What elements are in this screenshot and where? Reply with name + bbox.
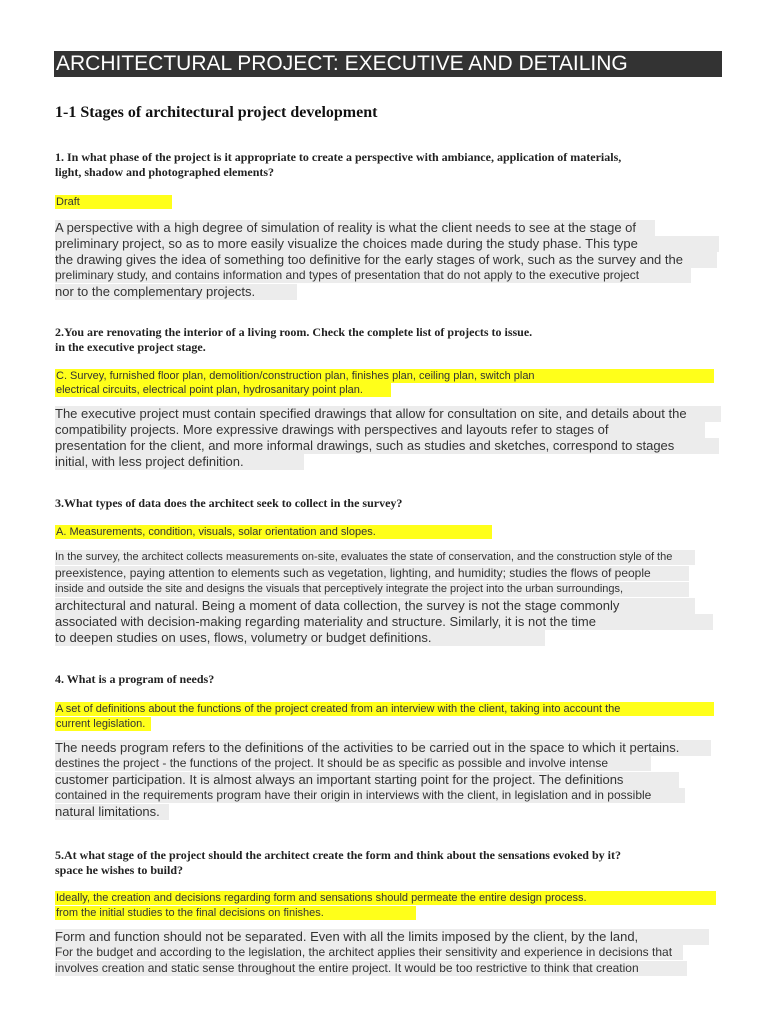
explanation-line: destines the project - the functions of the project. It should be as specific as possible and involve intense xyxy=(55,756,651,771)
question-line: 3.What types of data does the architect seek to collect in the survey? xyxy=(55,496,403,510)
answer-highlight: A. Measurements, condition, visuals, solar orientation and slopes. xyxy=(55,525,492,539)
explanation-line: preliminary project, so as to more easily visualize the choices made during the study phase. This type xyxy=(55,236,719,252)
document-title: ARCHITECTURAL PROJECT: EXECUTIVE AND DETAILING xyxy=(54,51,722,77)
explanation-line: In the survey, the architect collects measurements on-site, evaluates the state of conservation, and the construction style of the xyxy=(55,550,695,565)
question-line: in the executive project stage. xyxy=(55,340,206,354)
question-2 xyxy=(55,325,532,355)
explanation-line: The needs program refers to the definitions of the activities to be carried out in the space to which it pertains. xyxy=(55,740,711,756)
answer-highlight: electrical circuits, electrical point plan, hydrosanitary point plan. xyxy=(55,383,391,397)
explanation-line: inside and outside the site and designs the visuals that perceptively integrate the project into the urban surroundings, xyxy=(55,582,689,597)
question-1 xyxy=(55,150,621,180)
explanation-line: preexistence, paying attention to elements such as vegetation, lighting, and humidity; studies the flows of people xyxy=(55,566,689,581)
section-heading: 1-1 Stages of architectural project development xyxy=(55,104,378,121)
answer-highlight: from the initial studies to the final decisions on finishes. xyxy=(55,906,416,920)
explanation-line: associated with decision-making regarding materiality and structure. Similarly, it is not the time xyxy=(55,614,713,630)
question-line: 1. In what phase of the project is it appropriate to create a perspective with ambiance, application of materials, xyxy=(55,150,622,164)
question-line: 4. What is a program of needs? xyxy=(55,672,215,686)
explanation-line: compatibility projects. More expressive drawings with perspectives and layouts refer to stages of xyxy=(55,422,705,438)
question-line: 2.You are renovating the interior of a living room. Check the complete list of projects to issue. xyxy=(55,325,533,339)
answer-highlight: current legislation. xyxy=(55,717,151,731)
explanation-line: presentation for the client, and more informal drawings, such as studies and sketches, correspond to stages xyxy=(55,438,719,454)
question-line: light, shadow and photographed elements? xyxy=(55,165,275,179)
explanation-line: The executive project must contain specified drawings that allow for consultation on site, and details about the xyxy=(55,406,721,422)
question-line: space he wishes to build? xyxy=(55,863,184,877)
explanation-line: the drawing gives the idea of something too definitive for the early stages of work, such as the survey and the xyxy=(55,252,717,268)
question-5 xyxy=(55,848,621,878)
explanation-line: customer participation. It is almost always an important starting point for the project. The definitions xyxy=(55,772,679,788)
explanation-line: natural limitations. xyxy=(55,804,169,820)
answer-highlight: C. Survey, furnished floor plan, demolition/construction plan, finishes plan, ceiling plan, switch plan xyxy=(55,369,714,383)
explanation-line: contained in the requirements program have their origin in interviews with the client, in legislation and in possible xyxy=(55,788,685,803)
question-line: 5.At what stage of the project should the architect create the form and think about the sensations evoked by it? xyxy=(55,848,621,862)
explanation-line: A perspective with a high degree of simulation of reality is what the client needs to see at the stage of xyxy=(55,220,655,236)
explanation-line: initial, with less project definition. xyxy=(55,454,304,470)
explanation-line: nor to the complementary projects. xyxy=(55,284,297,300)
explanation-line: architectural and natural. Being a moment of data collection, the survey is not the stage commonly xyxy=(55,598,695,614)
answer-highlight: Ideally, the creation and decisions regarding form and sensations should permeate the entire design process. xyxy=(55,891,716,905)
explanation-line: For the budget and according to the legislation, the architect applies their sensitivity and experience in decisions that xyxy=(55,945,683,960)
question-4 xyxy=(55,672,214,687)
question-3 xyxy=(55,496,402,511)
explanation-line: preliminary study, and contains information and types of presentation that do not apply to the executive project xyxy=(55,268,691,283)
explanation-line: to deepen studies on uses, flows, volumetry or budget definitions. xyxy=(55,630,545,646)
explanation-line: Form and function should not be separated. Even with all the limits imposed by the client, by the land, xyxy=(55,929,709,945)
answer-highlight: Draft xyxy=(55,195,172,209)
answer-highlight: A set of definitions about the functions of the project created from an interview with the client, taking into account the xyxy=(55,702,714,716)
explanation-line: involves creation and static sense throughout the entire project. It would be too restrictive to think that creation xyxy=(55,961,687,976)
